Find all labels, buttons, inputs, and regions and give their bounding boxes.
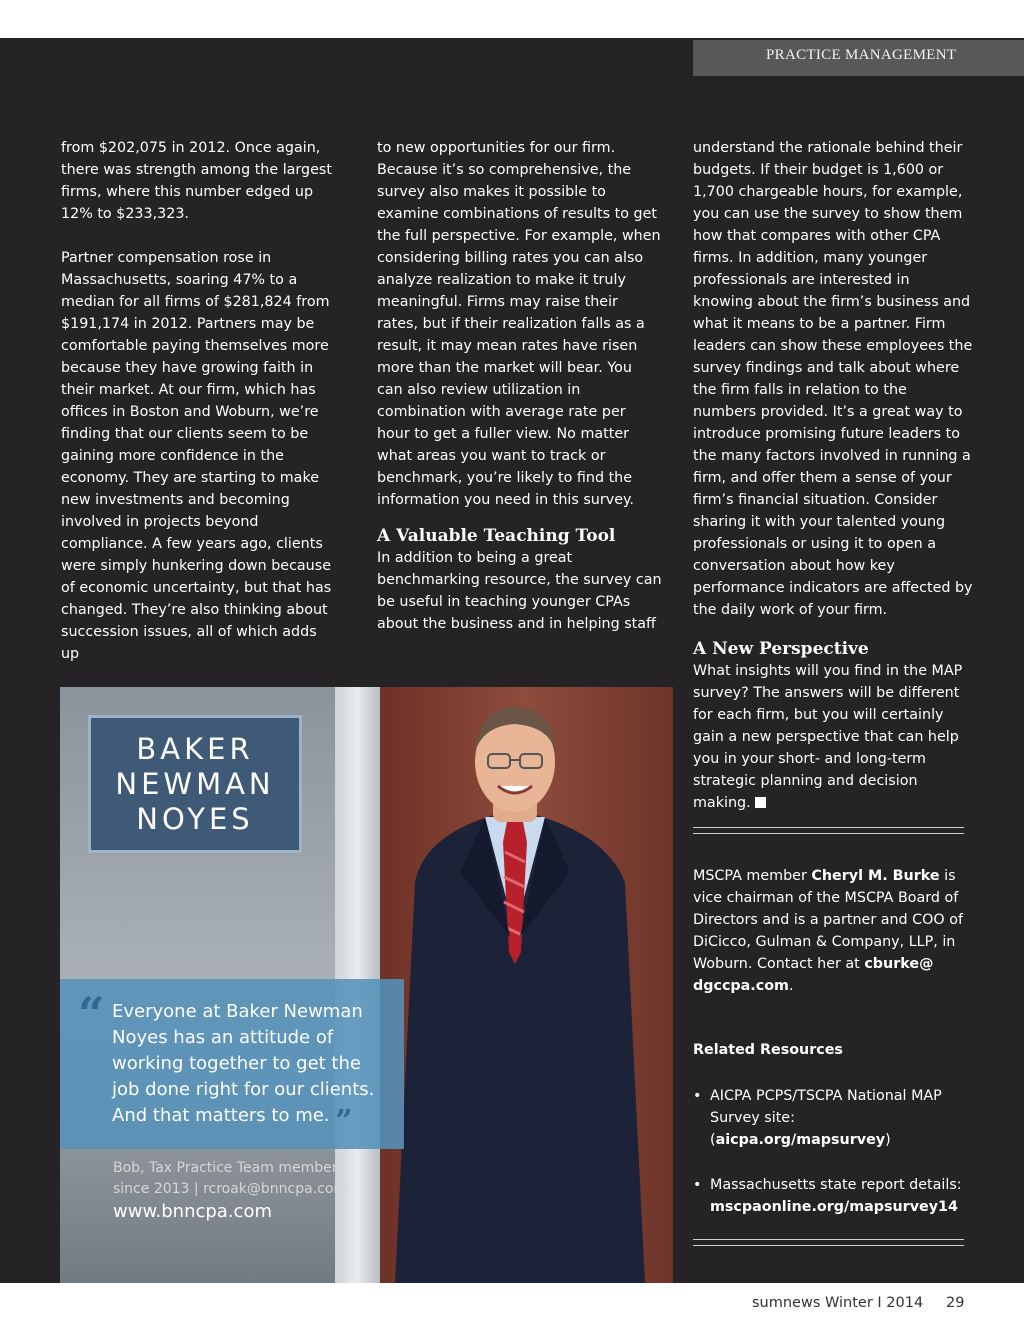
bio-text: MSCPA member [693,868,812,884]
body-paragraph: In addition to being a great benchmarking resource, the survey can be useful in teaching younger CPAs about the business and in helping staff [377,550,662,632]
related-resources-list [693,1085,973,1241]
logo-word: NOYES [136,801,254,836]
body-paragraph: understand the rationale behind their budgets. If their budget is 1,600 or 1,700 chargeable hours, for example, you can use the survey to show them how that compares with other CPA firms. In addition, many younger professionals are interested in knowing about the firm’s business and what it means to be a partner. Firm leaders can show these employees the survey findings and talk about where the firm falls in relation to the numbers provided. It’s a great way to introduce promising future leaders to the many factors involved in running a firm, and offer them a sense of your firm’s financial situation. Consider sharing it with your talented young professionals or using it to open a conversation about how key performance indicators are affected by the daily work of your firm. [693,140,973,618]
attribution-line: since 2013 | rcroak@bnncpa.com [113,1181,348,1197]
article-column-2 [377,137,662,635]
related-resources-title: Related Resources [693,1042,843,1058]
resource-link[interactable]: mscpaonline.org/mapsurvey14 [710,1199,958,1215]
bio-text: . [788,978,794,994]
advertisement[interactable] [60,687,673,1283]
body-paragraph [693,660,973,814]
logo-word: NEWMAN [115,766,275,801]
subheading: A Valuable Teaching Tool [377,526,616,546]
testimonial-attribution [113,1158,347,1200]
body-paragraph: to new opportunities for our firm. Because it’s so comprehensive, the survey also makes it possible to examine combinations of results to get the full perspective. For example, when considering billing rates you can also analyze realization to make it truly meaningful. Firms may raise their rates, but if their realization falls as a result, it may mean rates have risen more than the market will bear. You can also review utilization in combination with average rate per hour to get a fuller view. No matter what areas you want to track or benchmark, you’re likely to find the information you need in this survey. [377,140,661,508]
open-quote-icon: “ [78,987,105,1041]
section-tab: PRACTICE MANAGEMENT [693,40,1024,76]
author-email[interactable]: cburke@ dgccpa.com [693,956,934,994]
article-column-1 [61,137,336,665]
bio-text: is vice chairman of the MSCPA Board of Directors and is a partner and COO of DiCicco, Gulman & Company, LLP, in Woburn. Contact her at [693,868,963,972]
logo-word: BAKER [136,731,254,766]
footer-publication: sumnews Winter I 2014 [752,1295,924,1311]
page-number: 29 [946,1295,965,1311]
testimonial-quote [60,979,404,1149]
resource-text: ) [885,1132,891,1148]
company-logo [88,715,302,853]
resource-link[interactable]: aicpa.org/mapsurvey [715,1132,886,1148]
body-paragraph: from $202,075 in 2012. Once again, there was strength among the largest firms, where this number edged up 12% to $233,323. [61,140,332,222]
end-mark-icon [755,797,766,808]
subheading: A New Perspective [693,639,869,659]
resource-text: Massachusetts state report details: [710,1177,962,1193]
author-name: Cheryl M. Burke [811,868,940,884]
ad-website-link[interactable]: www.bnncpa.com [113,1201,272,1222]
quote-text: Everyone at Baker Newman Noyes has an attitude of working together to get the job done right for our clients. And that matters to me. [112,1001,375,1126]
divider [693,827,964,834]
closing-text: What insights will you find in the MAP survey? The answers will be different for each firm, but you will certainly gain a new perspective that can help you in your short- and long-term strategic planning and decision making. [693,663,963,811]
list-item [693,1085,973,1151]
list-item [693,1174,973,1218]
article-column-3 [693,137,973,814]
divider [693,1239,964,1246]
author-bio [693,865,973,997]
close-quote-icon: ” [335,1104,353,1139]
resource-text: AICPA PCPS/TSCPA National MAP Survey site: ( [710,1088,942,1148]
attribution-line: Bob, Tax Practice Team member [113,1160,338,1176]
body-paragraph: Partner compensation rose in Massachusetts, soaring 47% to a median for all firms of $281,824 from $191,174 in 2012. Partners may be comfortable paying themselves more because they have growing faith in their market. At our firm, which has offices in Boston and Woburn, we’re finding that our clients seem to be gaining more confidence in the economy. They are starting to make new investments and becoming involved in projects beyond compliance. A few years ago, clients were simply hunkering down because of economic uncertainty, but that has changed. They’re also thinking about succession issues, all of which adds up [61,250,332,662]
